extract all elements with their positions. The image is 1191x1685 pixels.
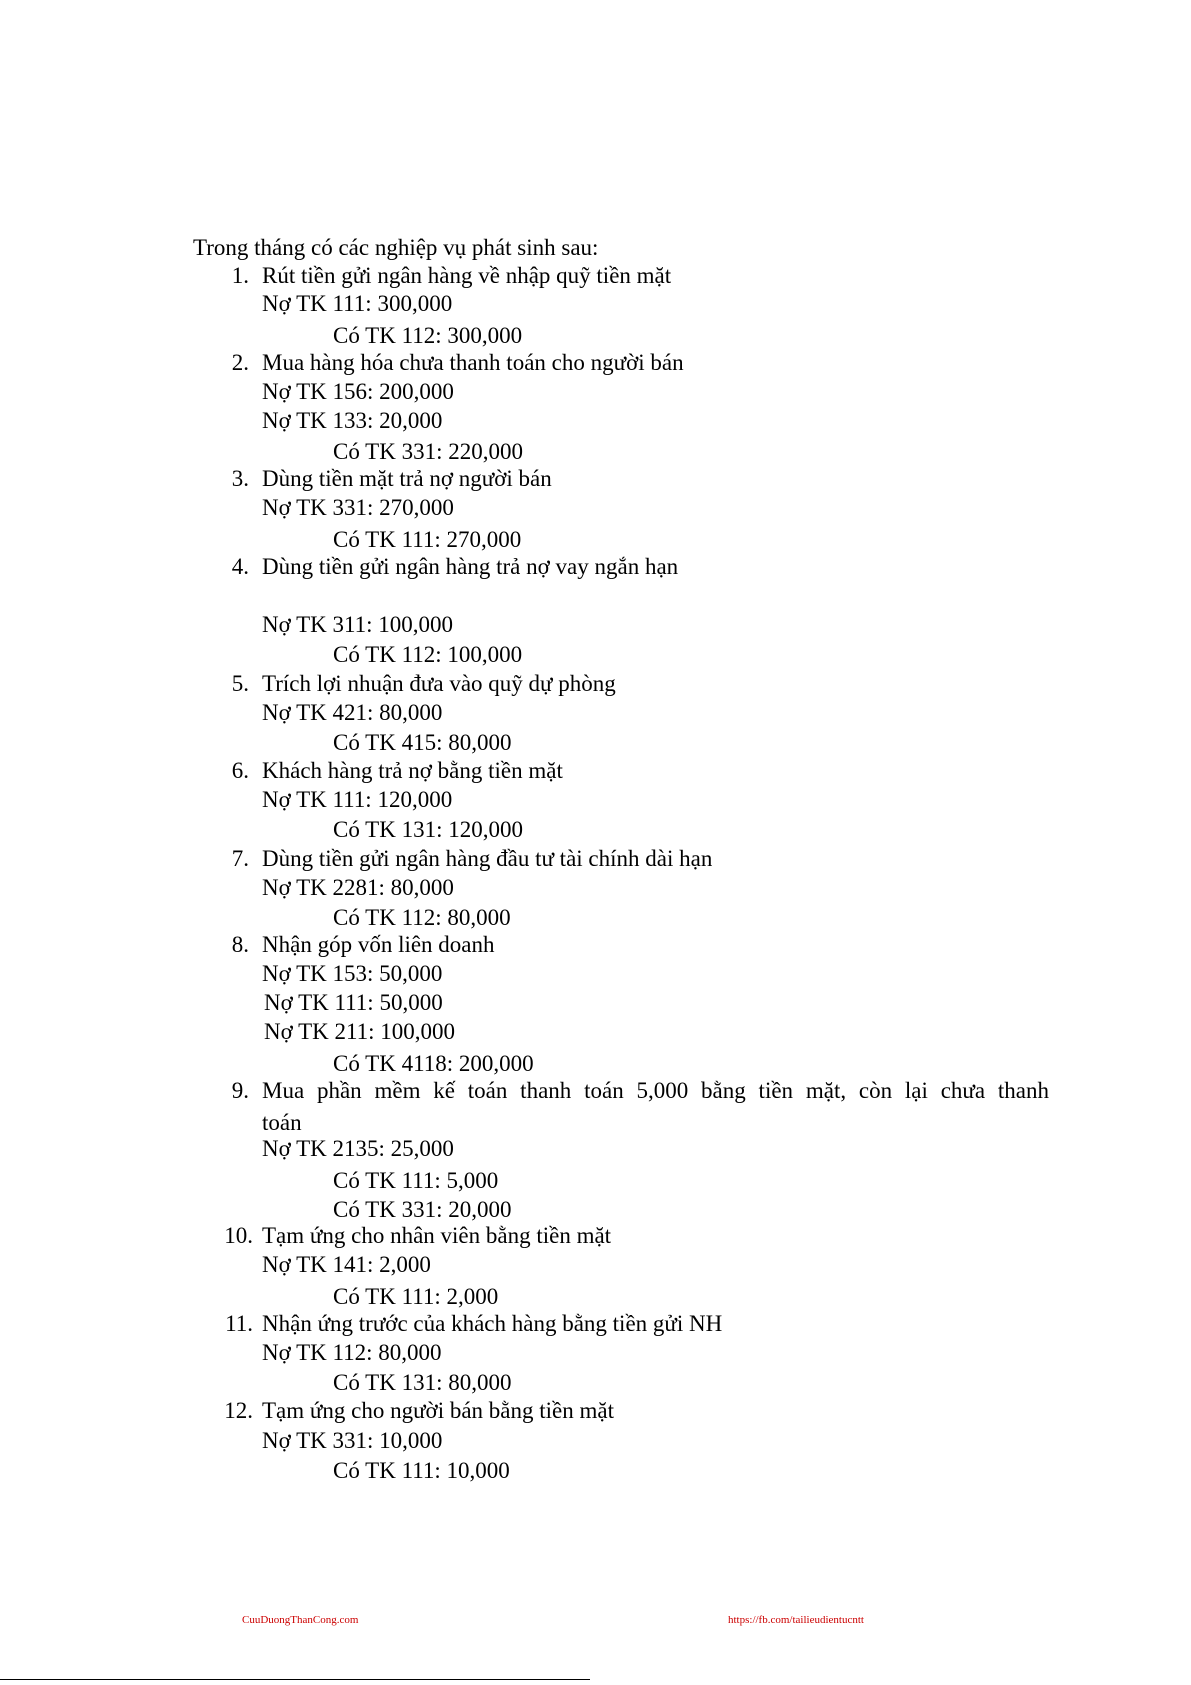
footer-right-link[interactable]: https://fb.com/tailieudientucntt — [728, 1614, 864, 1626]
item-number: 6. — [231, 758, 249, 783]
credit-entry: Có TK 111: 270,000 — [333, 527, 522, 552]
debit-entry: Nợ TK 111: 300,000 — [262, 291, 453, 316]
credit-entry: Có TK 4118: 200,000 — [333, 1051, 534, 1076]
debit-entry: Nợ TK 141: 2,000 — [262, 1252, 431, 1277]
credit-entry: Có TK 131: 120,000 — [333, 817, 523, 842]
item-number: 11. — [225, 1311, 253, 1336]
debit-entry: Nợ TK 156: 200,000 — [262, 379, 454, 404]
item-description: Dùng tiền gửi ngân hàng trả nợ vay ngắn hạn — [262, 554, 679, 579]
item-number: 10. — [224, 1223, 253, 1248]
item-description: Mua hàng hóa chưa thanh toán cho người bán — [262, 350, 684, 375]
item-description: Tạm ứng cho người bán bằng tiền mặt — [262, 1398, 614, 1423]
item-description: Trích lợi nhuận đưa vào quỹ dự phòng — [262, 671, 616, 696]
item-description: Nhận ứng trước của khách hàng bằng tiền gửi NH — [262, 1311, 723, 1336]
credit-entry: Có TK 111: 5,000 — [333, 1168, 499, 1193]
item-number: 1. — [231, 263, 249, 288]
credit-entry: Có TK 112: 100,000 — [333, 642, 523, 667]
item-description: Dùng tiền mặt trả nợ người bán — [262, 466, 552, 491]
intro-text: Trong tháng có các nghiệp vụ phát sinh sau: — [193, 235, 599, 260]
debit-entry: Nợ TK 112: 80,000 — [262, 1340, 442, 1365]
debit-entry: Nợ TK 311: 100,000 — [262, 612, 454, 637]
credit-entry: Có TK 112: 80,000 — [333, 905, 511, 930]
item-description: Khách hàng trả nợ bằng tiền mặt — [262, 758, 563, 783]
item-number: 2. — [231, 350, 249, 375]
credit-entry: Có TK 331: 220,000 — [333, 439, 523, 464]
debit-entry: Nợ TK 421: 80,000 — [262, 700, 443, 725]
item-number: 5. — [231, 671, 249, 696]
debit-entry: Nợ TK 2135: 25,000 — [262, 1136, 454, 1161]
credit-entry: Có TK 111: 2,000 — [333, 1284, 499, 1309]
item-description: Rút tiền gửi ngân hàng về nhập quỹ tiền mặt — [262, 263, 672, 288]
debit-entry: Nợ TK 2281: 80,000 — [262, 875, 454, 900]
bottom-divider — [0, 1679, 590, 1680]
debit-entry: Nợ TK 211: 100,000 — [264, 1019, 456, 1044]
credit-entry: Có TK 131: 80,000 — [333, 1370, 512, 1395]
item-number: 7. — [231, 846, 249, 871]
debit-entry: Nợ TK 331: 10,000 — [262, 1428, 443, 1453]
item-description: Tạm ứng cho nhân viên bằng tiền mặt — [262, 1223, 612, 1248]
credit-entry: Có TK 415: 80,000 — [333, 730, 512, 755]
item-number: 8. — [231, 932, 249, 957]
item-description: Nhận góp vốn liên doanh — [262, 932, 495, 957]
debit-entry: Nợ TK 331: 270,000 — [262, 495, 454, 520]
item-description: Mua phần mềm kế toán thanh toán 5,000 bằng tiền mặt, còn lại chưa thanh — [262, 1078, 1049, 1103]
item-number: 9. — [231, 1078, 249, 1103]
item-description: Dùng tiền gửi ngân hàng đầu tư tài chính dài hạn — [262, 846, 713, 871]
debit-entry: Nợ TK 133: 20,000 — [262, 408, 443, 433]
footer-left-link[interactable]: CuuDuongThanCong.com — [242, 1614, 359, 1626]
credit-entry: Có TK 111: 10,000 — [333, 1458, 510, 1483]
credit-entry: Có TK 112: 300,000 — [333, 323, 523, 348]
item-number: 4. — [231, 554, 249, 579]
item-number: 12. — [224, 1398, 253, 1423]
item-number: 3. — [231, 466, 249, 491]
credit-entry: Có TK 331: 20,000 — [333, 1197, 512, 1222]
debit-entry: Nợ TK 111: 120,000 — [262, 787, 453, 812]
item-description-continued: toán — [262, 1110, 302, 1135]
debit-entry: Nợ TK 153: 50,000 — [262, 961, 443, 986]
debit-entry: Nợ TK 111: 50,000 — [264, 990, 443, 1015]
